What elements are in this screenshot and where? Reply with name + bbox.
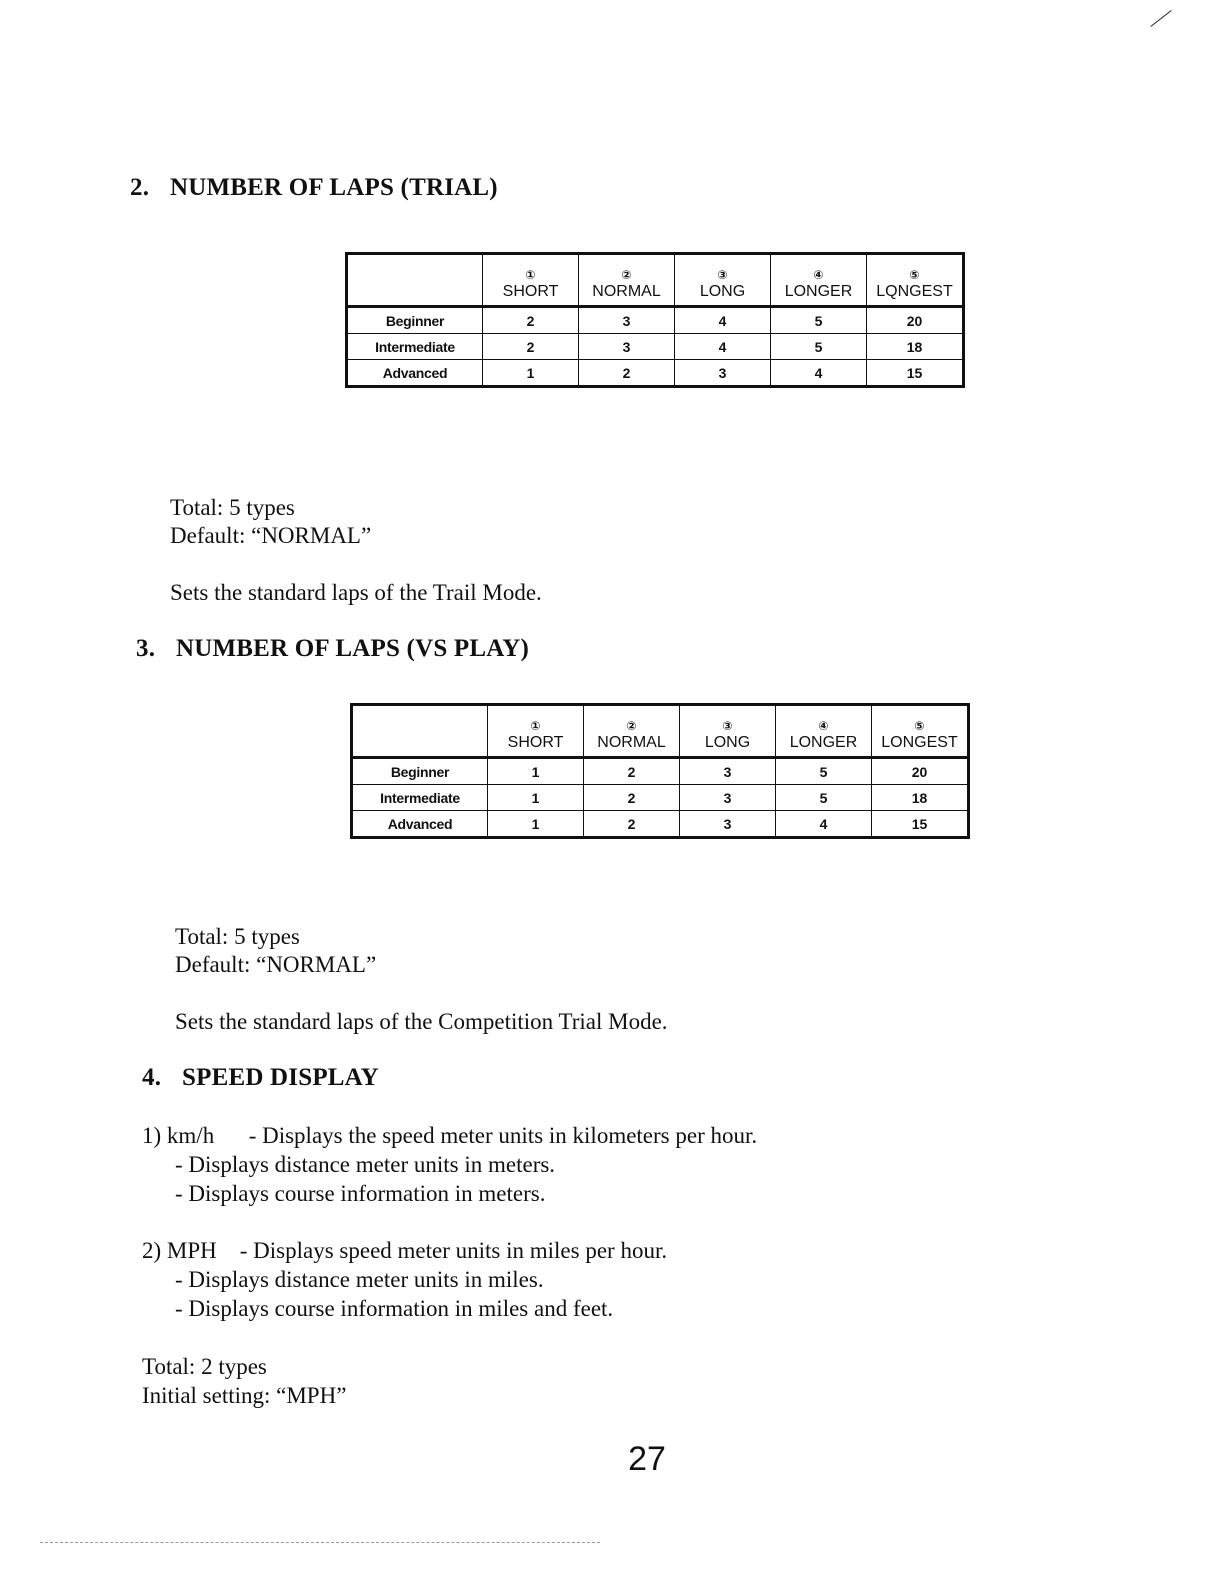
column-marker: ④ (813, 268, 824, 282)
vs-laps-table (350, 703, 970, 839)
table-cell: 15 (867, 360, 964, 387)
kmh-option-line: 1) km/h - Displays the speed meter units in kilometers per hour. (142, 1123, 758, 1148)
table-cell: 1 (488, 811, 584, 838)
column-header (483, 254, 579, 307)
vs-default: Default: “NORMAL” (175, 952, 377, 977)
section-2-number: 2. (130, 174, 150, 201)
section-2-title: NUMBER OF LAPS (TRIAL) (170, 174, 498, 201)
table-cell: 5 (771, 307, 867, 334)
column-label: NORMAL (592, 283, 661, 300)
kmh-distance-line: - Displays distance meter units in meters. (175, 1152, 556, 1177)
row-label: Intermediate (347, 334, 483, 360)
section-3-number: 3. (136, 635, 156, 662)
table-cell: 15 (872, 811, 969, 838)
table-cell: 1 (488, 785, 584, 811)
row-label: Intermediate (352, 785, 488, 811)
table-cell: 2 (579, 360, 675, 387)
table-cell: 5 (776, 785, 872, 811)
table-cell: 1 (483, 360, 579, 387)
table-cell: 2 (483, 334, 579, 360)
table-cell: 2 (483, 307, 579, 334)
section-4-number: 4. (142, 1064, 162, 1091)
column-label: LONG (699, 283, 746, 300)
column-label: LQNGEST (876, 283, 953, 300)
table-cell: 1 (488, 758, 584, 785)
column-header (771, 254, 867, 307)
table-cell: 4 (675, 334, 771, 360)
row-label: Advanced (352, 811, 488, 838)
row-label: Beginner (347, 307, 483, 334)
table-header-row (352, 705, 969, 758)
column-label: SHORT (502, 283, 559, 300)
table-cell: 5 (776, 758, 872, 785)
page-number: 27 (628, 1440, 666, 1478)
kmh-course-line: - Displays course information in meters. (175, 1181, 546, 1206)
column-label: SHORT (507, 734, 564, 751)
column-marker: ⑤ (914, 719, 925, 733)
column-header (680, 705, 776, 758)
table-row (347, 334, 964, 360)
trial-laps-table (345, 252, 965, 388)
table-cell: 3 (680, 811, 776, 838)
table-cell: 2 (584, 811, 680, 838)
column-label: NORMAL (597, 734, 666, 751)
column-marker: ④ (818, 719, 829, 733)
row-label: Advanced (347, 360, 483, 387)
speed-initial-setting: Initial setting: “MPH” (142, 1383, 347, 1408)
speed-total: Total: 2 types (142, 1354, 267, 1379)
table-cell: 2 (584, 785, 680, 811)
vs-total: Total: 5 types (175, 924, 300, 949)
column-marker: ① (525, 268, 536, 282)
column-header (675, 254, 771, 307)
table-row (352, 811, 969, 838)
column-header (872, 705, 969, 758)
column-marker: ② (621, 268, 632, 282)
section-4-heading (142, 1064, 379, 1092)
table-cell: 5 (771, 334, 867, 360)
scan-mark (1150, 10, 1171, 27)
column-label: LONGER (784, 283, 853, 300)
table-row (352, 758, 969, 785)
column-header (579, 254, 675, 307)
table-cell: 18 (867, 334, 964, 360)
table-cell: 3 (680, 758, 776, 785)
table-cell: 2 (584, 758, 680, 785)
mph-course-line: - Displays course information in miles and feet. (175, 1296, 614, 1321)
row-label: Beginner (352, 758, 488, 785)
table-cell: 4 (771, 360, 867, 387)
table-header-row (347, 254, 964, 307)
table-cell: 3 (680, 785, 776, 811)
table-cell: 4 (675, 307, 771, 334)
column-header (488, 705, 584, 758)
trial-default: Default: “NORMAL” (170, 523, 372, 548)
corner-cell (347, 254, 483, 307)
section-2-heading (130, 174, 498, 202)
column-marker: ③ (722, 719, 733, 733)
table-cell: 20 (867, 307, 964, 334)
column-label: LONG (704, 734, 751, 751)
table-cell: 3 (579, 307, 675, 334)
column-marker: ① (530, 719, 541, 733)
mph-option-line: 2) MPH - Displays speed meter units in miles per hour. (142, 1238, 668, 1263)
table-cell: 4 (776, 811, 872, 838)
column-marker: ③ (717, 268, 728, 282)
vs-description: Sets the standard laps of the Competition Trial Mode. (175, 1009, 668, 1034)
table-row (347, 360, 964, 387)
table-cell: 20 (872, 758, 969, 785)
corner-cell (352, 705, 488, 758)
section-3-heading (136, 635, 529, 663)
column-header (776, 705, 872, 758)
table-cell: 3 (675, 360, 771, 387)
section-4-title: SPEED DISPLAY (182, 1064, 379, 1091)
column-label: LONGEST (881, 734, 958, 751)
column-marker: ⑤ (909, 268, 920, 282)
column-label: LONGER (789, 734, 858, 751)
column-header (867, 254, 964, 307)
column-marker: ② (626, 719, 637, 733)
trial-description: Sets the standard laps of the Trail Mode. (170, 580, 542, 605)
table-row (352, 785, 969, 811)
table-cell: 18 (872, 785, 969, 811)
column-header (584, 705, 680, 758)
table-cell: 3 (579, 334, 675, 360)
scan-edge-line (40, 1542, 600, 1543)
trial-total: Total: 5 types (170, 495, 295, 520)
table-row (347, 307, 964, 334)
section-3-title: NUMBER OF LAPS (VS PLAY) (176, 635, 529, 662)
mph-distance-line: - Displays distance meter units in miles. (175, 1267, 544, 1292)
